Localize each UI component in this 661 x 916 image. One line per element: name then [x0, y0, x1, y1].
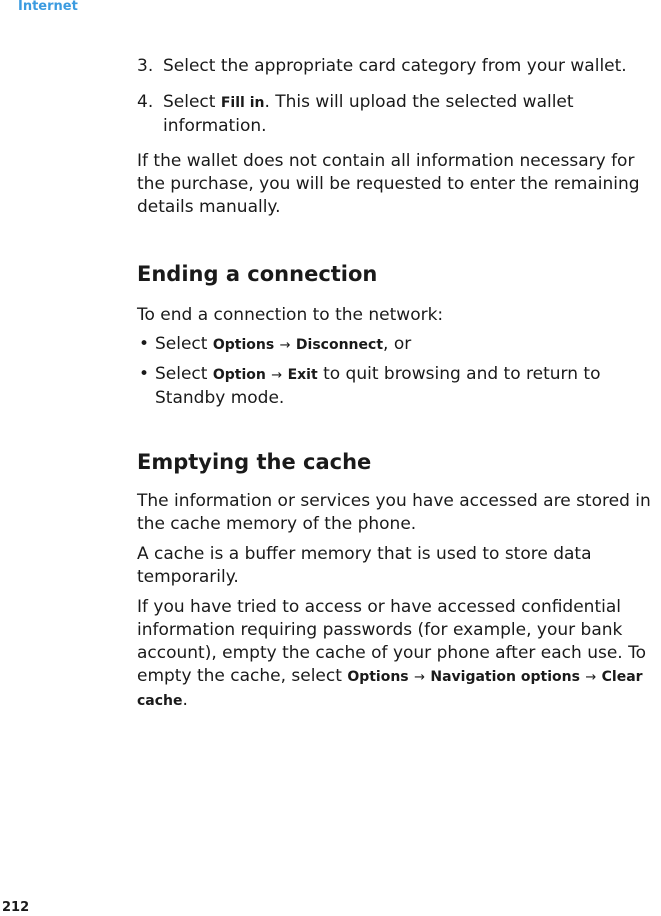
- bullet-text-pre: Select: [155, 364, 213, 384]
- menu-option-navigation-options: Navigation options: [430, 669, 580, 685]
- bullet-text-post: , or: [383, 334, 412, 354]
- step-text: Select the appropriate card category from your wallet.: [163, 56, 627, 76]
- menu-option-exit: Exit: [287, 367, 318, 383]
- bullet-disconnect: [137, 333, 661, 357]
- bullet-text-pre: Select: [155, 334, 213, 354]
- menu-option-clear-cache: Clear cache: [137, 669, 643, 709]
- cache-paragraph-2: A cache is a buffer memory that is used to store data temporarily.: [137, 544, 592, 587]
- heading-ending-connection: Ending a connection: [137, 262, 378, 286]
- bullet-dot: •: [139, 334, 150, 354]
- cache-paragraph-3-text: If you have tried to access or have accessed confidential information requiring passwords (for example, your bank account), empty the cache of your phone after each use. To empty the cache, select: [137, 597, 646, 686]
- step-number: 4.: [137, 92, 154, 112]
- step-text-post: . This will upload the selected wallet information.: [163, 92, 574, 136]
- arrow-icon: →: [271, 368, 283, 383]
- arrow-icon: →: [414, 670, 425, 685]
- step-3: [137, 55, 661, 78]
- bullet-text-post: to quit browsing and to return to Standby mode.: [155, 364, 601, 408]
- section-label: Internet: [18, 0, 78, 14]
- ending-intro: To end a connection to the network:: [137, 305, 444, 325]
- menu-option-fill-in: Fill in: [220, 95, 265, 111]
- wallet-note: If the wallet does not contain all information necessary for the purchase, you will be requested to enter the remaining details manually.: [137, 151, 640, 217]
- menu-option-options: Options: [347, 669, 409, 685]
- step-4: [137, 91, 661, 138]
- heading-emptying-cache: Emptying the cache: [137, 450, 372, 474]
- bullet-dot: •: [139, 364, 150, 384]
- page-number: 212: [2, 900, 30, 915]
- arrow-icon: →: [279, 338, 291, 353]
- cache-paragraph-3: [137, 596, 661, 713]
- cache-paragraph-1: The information or services you have accessed are stored in the cache memory of the phone.: [137, 491, 651, 534]
- cache-paragraph-3-end: .: [182, 690, 188, 710]
- step-number: 3.: [137, 56, 154, 76]
- menu-option-option: Option: [212, 367, 266, 383]
- menu-option-options: Options: [212, 337, 275, 353]
- page-content: [137, 55, 661, 713]
- menu-option-disconnect: Disconnect: [295, 337, 384, 353]
- arrow-icon: →: [585, 670, 597, 685]
- step-text-pre: Select: [163, 92, 221, 112]
- bullet-exit: [137, 363, 661, 410]
